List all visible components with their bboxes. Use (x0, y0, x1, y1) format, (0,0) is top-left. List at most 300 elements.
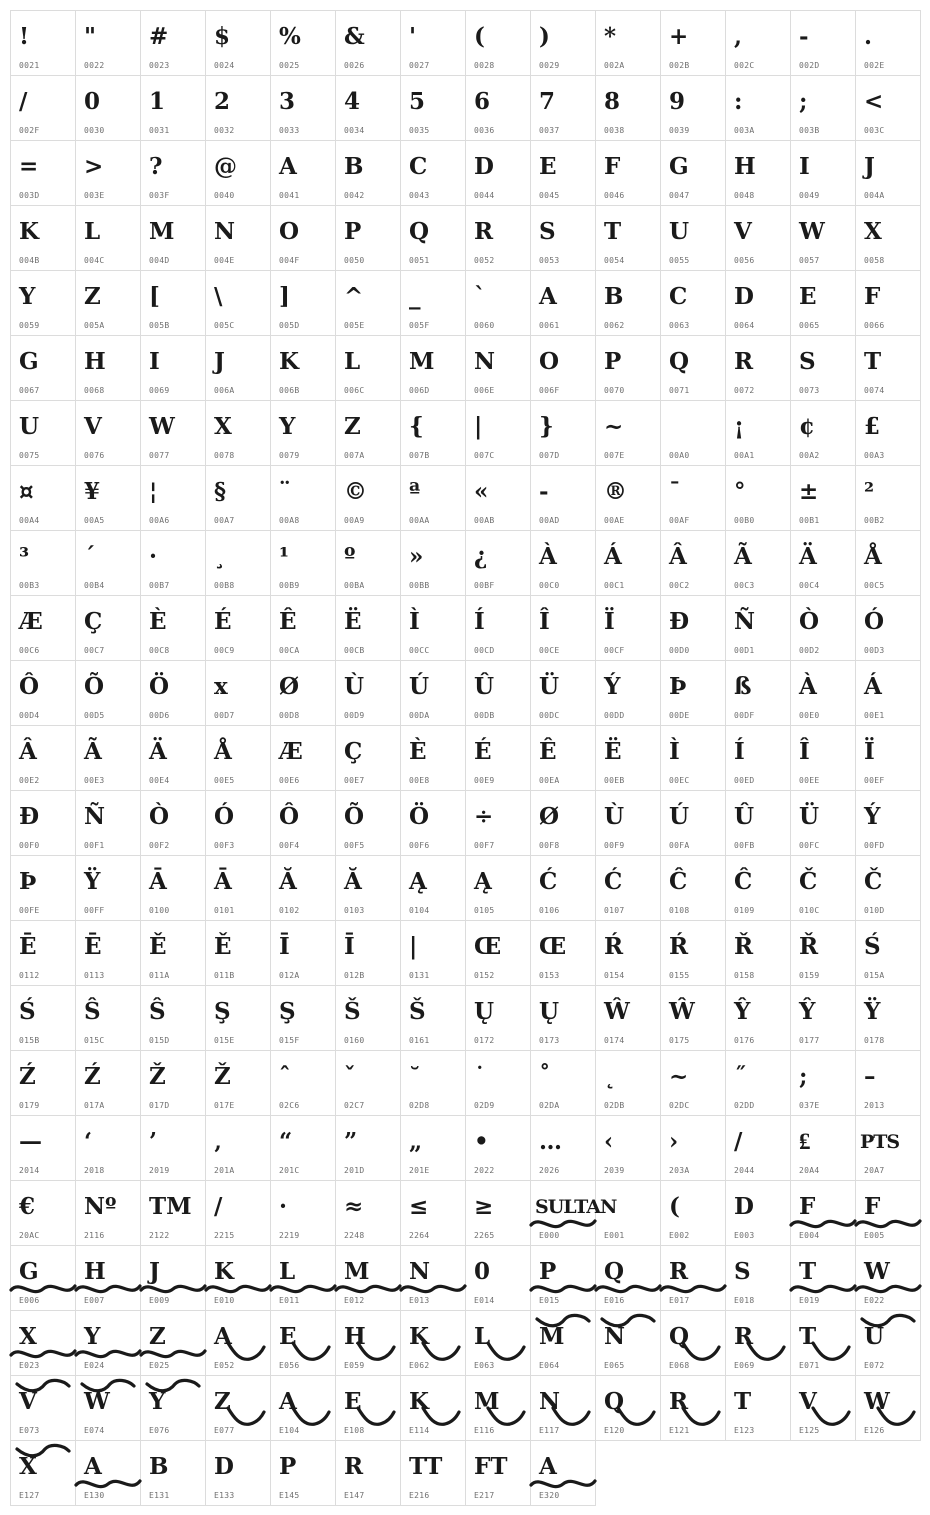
glyph-sample: R (734, 1323, 754, 1350)
glyph-code-label: E000 (539, 1231, 560, 1240)
glyph-code-label: 004F (279, 256, 300, 265)
glyph-cell (336, 531, 401, 596)
glyph-cell (596, 401, 661, 466)
glyph-code-label: E130 (84, 1491, 105, 1500)
glyph-code-label: E108 (344, 1426, 365, 1435)
glyph-code-label: 00FB (734, 841, 755, 850)
glyph-code-label: 002A (604, 61, 625, 70)
glyph-code-label: 0066 (864, 321, 885, 330)
glyph-sample: Ü (539, 673, 560, 700)
glyph-sample: § (214, 478, 227, 505)
glyph-code-label: 0073 (799, 386, 820, 395)
glyph-cell (531, 271, 596, 336)
glyph-sample: R (669, 1388, 689, 1415)
glyph-cell (336, 1246, 401, 1311)
glyph-cell (661, 596, 726, 661)
glyph-cell (466, 1051, 531, 1116)
glyph-cell (791, 76, 856, 141)
glyph-sample: S (799, 348, 816, 375)
glyph-code-label: 00EC (669, 776, 690, 785)
glyph-code-label: 0079 (279, 451, 300, 460)
glyph-sample: ¥ (84, 478, 101, 505)
glyph-code-label: 011B (214, 971, 235, 980)
glyph-sample: ® (604, 478, 627, 505)
glyph-cell (791, 336, 856, 401)
glyph-cell (531, 466, 596, 531)
glyph-cell (336, 141, 401, 206)
glyph-code-label: 00A4 (19, 516, 40, 525)
glyph-code-label: 004B (19, 256, 40, 265)
glyph-sample: Ī (279, 933, 290, 960)
glyph-sample: X (214, 413, 232, 440)
glyph-sample: G (19, 1258, 39, 1285)
glyph-cell (726, 1376, 791, 1441)
glyph-code-label: 2044 (734, 1166, 755, 1175)
glyph-code-label: E074 (84, 1426, 105, 1435)
glyph-sample: B (604, 283, 624, 310)
glyph-code-label: E012 (344, 1296, 365, 1305)
glyph-cell (401, 11, 466, 76)
glyph-cell (206, 271, 271, 336)
glyph-cell (661, 466, 726, 531)
glyph-sample: ‘ (84, 1128, 93, 1155)
glyph-sample: L (344, 348, 361, 375)
glyph-code-label: E001 (604, 1231, 625, 1240)
glyph-code-label: 0049 (799, 191, 820, 200)
glyph-cell (661, 726, 726, 791)
glyph-cell (466, 76, 531, 141)
glyph-code-label: 0177 (799, 1036, 820, 1045)
glyph-code-label: 00C1 (604, 581, 625, 590)
glyph-cell (726, 11, 791, 76)
glyph-cell (76, 1376, 141, 1441)
glyph-cell (401, 271, 466, 336)
glyph-code-label: 02C6 (279, 1101, 300, 1110)
glyph-sample: K (409, 1388, 429, 1415)
glyph-sample: Ŕ (604, 933, 624, 960)
glyph-code-label: 2215 (214, 1231, 235, 1240)
glyph-code-label: 201A (214, 1166, 235, 1175)
glyph-code-label: 20A4 (799, 1166, 820, 1175)
glyph-cell (726, 986, 791, 1051)
glyph-cell (726, 1181, 791, 1246)
glyph-code-label: 0042 (344, 191, 365, 200)
glyph-code-label: E010 (214, 1296, 235, 1305)
glyph-cell (531, 1051, 596, 1116)
glyph-cell (856, 531, 921, 596)
glyph-code-label: 0051 (409, 256, 430, 265)
glyph-sample: É (474, 738, 492, 765)
glyph-cell (141, 531, 206, 596)
glyph-cell (856, 271, 921, 336)
glyph-code-label: 00DF (734, 711, 755, 720)
glyph-sample: Č (864, 868, 883, 895)
glyph-code-label: 00A9 (344, 516, 365, 525)
glyph-code-label: 00F6 (409, 841, 430, 850)
glyph-sample: \ (214, 283, 223, 310)
glyph-sample: ß (734, 673, 752, 700)
glyph-cell (11, 11, 76, 76)
glyph-cell (206, 856, 271, 921)
glyph-cell (791, 531, 856, 596)
glyph-cell (141, 336, 206, 401)
glyph-sample: K (214, 1258, 234, 1285)
glyph-code-label: 00B7 (149, 581, 170, 590)
glyph-sample: “ (279, 1128, 293, 1155)
glyph-code-label: 006C (344, 386, 365, 395)
glyph-code-label: 0041 (279, 191, 300, 200)
glyph-code-label: 00D4 (19, 711, 40, 720)
glyph-sample: ≤ (409, 1193, 429, 1220)
glyph-sample: K (279, 348, 299, 375)
glyph-sample: 2 (214, 88, 231, 115)
glyph-sample: ¿ (474, 543, 488, 570)
glyph-sample: – (864, 1063, 876, 1090)
glyph-code-label: 2265 (474, 1231, 495, 1240)
glyph-cell (726, 76, 791, 141)
glyph-code-label: 2116 (84, 1231, 105, 1240)
glyph-code-label: 007A (344, 451, 365, 460)
glyph-code-label: 00DC (539, 711, 560, 720)
glyph-code-label: 0048 (734, 191, 755, 200)
glyph-code-label: 00E5 (214, 776, 235, 785)
glyph-cell (76, 141, 141, 206)
glyph-cell (336, 1116, 401, 1181)
glyph-cell (271, 206, 336, 271)
glyph-sample: $ (214, 23, 231, 50)
glyph-sample: 5 (409, 88, 426, 115)
glyph-cell (271, 1441, 336, 1506)
glyph-code-label: E121 (669, 1426, 690, 1435)
glyph-cell (661, 206, 726, 271)
glyph-code-label: 00AD (539, 516, 560, 525)
glyph-sample: ª (409, 478, 421, 505)
glyph-code-label: 007D (539, 451, 560, 460)
glyph-code-label: E116 (474, 1426, 495, 1435)
glyph-cell (271, 791, 336, 856)
glyph-code-label: 002B (669, 61, 690, 70)
glyph-code-label: 0052 (474, 256, 495, 265)
glyph-cell (661, 986, 726, 1051)
glyph-code-label: 02DA (539, 1101, 560, 1110)
glyph-cell (856, 1116, 921, 1181)
glyph-sample: J (214, 348, 225, 375)
glyph-cell (271, 856, 336, 921)
glyph-sample: Y (149, 1388, 166, 1415)
glyph-cell (401, 76, 466, 141)
glyph-sample: ; (799, 88, 808, 115)
glyph-code-label: 0109 (734, 906, 755, 915)
glyph-sample: Q (604, 1388, 625, 1415)
glyph-code-label: 00A6 (149, 516, 170, 525)
glyph-sample: ( (474, 23, 485, 50)
glyph-cell (661, 921, 726, 986)
glyph-sample: B (344, 153, 364, 180)
glyph-cell (76, 11, 141, 76)
glyph-cell (271, 336, 336, 401)
glyph-cell (76, 1116, 141, 1181)
glyph-code-label: 00BA (344, 581, 365, 590)
glyph-sample: Ú (669, 803, 690, 830)
glyph-cell (271, 1376, 336, 1441)
glyph-cell (271, 921, 336, 986)
glyph-code-label: 0152 (474, 971, 495, 980)
glyph-cell (76, 336, 141, 401)
glyph-cell (76, 726, 141, 791)
glyph-cell (141, 466, 206, 531)
glyph-sample: Ĉ (734, 868, 753, 895)
glyph-sample: F (864, 283, 881, 310)
glyph-cell (271, 531, 336, 596)
glyph-code-label: 201D (344, 1166, 365, 1175)
glyph-code-label: 003F (149, 191, 170, 200)
glyph-sample: £ (864, 413, 881, 440)
glyph-sample: Ā (214, 868, 232, 895)
glyph-cell (11, 1311, 76, 1376)
glyph-cell (141, 401, 206, 466)
glyph-sample: T (799, 1323, 817, 1350)
glyph-code-label: 00CB (344, 646, 365, 655)
glyph-code-label: 00B1 (799, 516, 820, 525)
glyph-sample: R (474, 218, 494, 245)
glyph-code-label: E056 (279, 1361, 300, 1370)
glyph-code-label: 00EA (539, 776, 560, 785)
glyph-sample: Z (84, 283, 101, 310)
glyph-cell (596, 726, 661, 791)
glyph-sample: Ŵ (604, 998, 630, 1025)
glyph-sample: ˆ (279, 1063, 291, 1090)
glyph-sample: Œ (474, 933, 502, 960)
glyph-code-label: 00F3 (214, 841, 235, 850)
glyph-code-label: 2039 (604, 1166, 625, 1175)
glyph-cell (531, 336, 596, 401)
glyph-code-label: 00FF (84, 906, 105, 915)
glyph-sample: A (84, 1453, 102, 1480)
glyph-code-label: 00D9 (344, 711, 365, 720)
glyph-code-label: 006E (474, 386, 495, 395)
glyph-sample: A (539, 1453, 557, 1480)
glyph-cell (726, 271, 791, 336)
glyph-sample: • (474, 1128, 489, 1155)
glyph-code-label: 0056 (734, 256, 755, 265)
glyph-sample: Ž (214, 1063, 231, 1090)
glyph-sample: Ē (19, 933, 37, 960)
glyph-sample: ˚ (539, 1063, 551, 1090)
glyph-sample: L (474, 1323, 491, 1350)
glyph-code-label: 20AC (19, 1231, 40, 1240)
glyph-code-label: 0037 (539, 126, 560, 135)
glyph-code-label: E320 (539, 1491, 560, 1500)
glyph-sample: E (799, 283, 817, 310)
glyph-code-label: E014 (474, 1296, 495, 1305)
glyph-sample: Ò (149, 803, 170, 830)
glyph-code-label: 2219 (279, 1231, 300, 1240)
glyph-sample: Ô (279, 803, 300, 830)
glyph-code-label: E068 (669, 1361, 690, 1370)
glyph-code-label: E052 (214, 1361, 235, 1370)
glyph-code-label: 00A3 (864, 451, 885, 460)
glyph-cell (11, 1441, 76, 1506)
glyph-code-label: E125 (799, 1426, 820, 1435)
glyph-cell (11, 336, 76, 401)
glyph-code-label: 002D (799, 61, 820, 70)
glyph-cell (726, 596, 791, 661)
glyph-code-label: 002E (864, 61, 885, 70)
glyph-sample: Œ (539, 933, 567, 960)
glyph-cell (336, 1051, 401, 1116)
glyph-sample: Q (669, 1323, 690, 1350)
glyph-cell (401, 1376, 466, 1441)
glyph-cell (466, 921, 531, 986)
glyph-code-label: 00E2 (19, 776, 40, 785)
glyph-code-label: 00D2 (799, 646, 820, 655)
glyph-cell (726, 1246, 791, 1311)
glyph-sample: È (149, 608, 167, 635)
glyph-sample: N (604, 1323, 626, 1350)
glyph-code-label: 0023 (149, 61, 170, 70)
glyph-sample: S (734, 1258, 751, 1285)
glyph-cell (76, 206, 141, 271)
glyph-sample: N (539, 1388, 561, 1415)
glyph-sample: M (539, 1323, 565, 1350)
glyph-sample: D (734, 1193, 754, 1220)
glyph-code-label: 003D (19, 191, 40, 200)
glyph-sample: ´ (84, 543, 96, 570)
glyph-cell (141, 206, 206, 271)
glyph-sample: ² (864, 478, 875, 505)
glyph-code-label: 00DA (409, 711, 430, 720)
glyph-code-label: 004E (214, 256, 235, 265)
glyph-sample: K (19, 218, 39, 245)
glyph-cell (76, 986, 141, 1051)
glyph-sample: R (669, 1258, 689, 1285)
glyph-code-label: 0103 (344, 906, 365, 915)
glyph-code-label: 037E (799, 1101, 820, 1110)
glyph-code-label: E015 (539, 1296, 560, 1305)
glyph-cell (596, 466, 661, 531)
glyph-sample: Ŕ (669, 933, 689, 960)
glyph-code-label: 0159 (799, 971, 820, 980)
glyph-code-label: 00D6 (149, 711, 170, 720)
glyph-code-label: 00E4 (149, 776, 170, 785)
glyph-cell (531, 856, 596, 921)
glyph-sample: ¤ (19, 478, 34, 505)
glyph-code-label: 00D1 (734, 646, 755, 655)
glyph-cell (141, 791, 206, 856)
glyph-code-label: 0044 (474, 191, 495, 200)
glyph-sample: # (149, 23, 169, 50)
glyph-code-label: 00CD (474, 646, 495, 655)
glyph-code-label: 00A2 (799, 451, 820, 460)
glyph-cell (531, 726, 596, 791)
glyph-sample: Ă (344, 868, 362, 895)
glyph-cell (531, 141, 596, 206)
glyph-code-label: 0106 (539, 906, 560, 915)
glyph-cell (336, 856, 401, 921)
glyph-cell (531, 1441, 596, 1506)
glyph-sample: Ï (604, 608, 615, 635)
glyph-sample: ! (19, 23, 30, 50)
glyph-code-label: 0102 (279, 906, 300, 915)
glyph-cell (531, 791, 596, 856)
glyph-cell (531, 76, 596, 141)
glyph-code-label: 0179 (19, 1101, 40, 1110)
glyph-sample: * (604, 23, 617, 50)
glyph-cell (76, 271, 141, 336)
glyph-cell (76, 1441, 141, 1506)
glyph-sample: Â (19, 738, 37, 765)
glyph-code-label: 00BB (409, 581, 430, 590)
glyph-code-label: 00F2 (149, 841, 170, 850)
glyph-sample: Ç (84, 608, 103, 635)
glyph-cell (596, 76, 661, 141)
glyph-code-label: 00E3 (84, 776, 105, 785)
glyph-sample: Ě (149, 933, 167, 960)
glyph-code-label: 02DB (604, 1101, 625, 1110)
glyph-cell (206, 336, 271, 401)
glyph-sample: Ü (799, 803, 820, 830)
glyph-cell (791, 206, 856, 271)
glyph-cell (141, 141, 206, 206)
glyph-sample: ^ (344, 283, 364, 310)
glyph-cell (791, 11, 856, 76)
glyph-code-label: 00D8 (279, 711, 300, 720)
glyph-code-label: 017D (149, 1101, 170, 1110)
glyph-sample: V (19, 1388, 37, 1415)
glyph-code-label: E019 (799, 1296, 820, 1305)
glyph-cell (401, 661, 466, 726)
glyph-code-label: 012A (279, 971, 300, 980)
glyph-cell (596, 206, 661, 271)
glyph-code-label: 00C4 (799, 581, 820, 590)
glyph-code-label: 2022 (474, 1166, 495, 1175)
glyph-cell (206, 141, 271, 206)
glyph-code-label: 20A7 (864, 1166, 885, 1175)
glyph-code-label: 004D (149, 256, 170, 265)
glyph-cell (661, 271, 726, 336)
glyph-cell (791, 466, 856, 531)
glyph-sample: Đ (19, 803, 40, 830)
glyph-code-label: 00C0 (539, 581, 560, 590)
glyph-code-label: 0028 (474, 61, 495, 70)
glyph-cell (336, 271, 401, 336)
glyph-sample: Ž (149, 1063, 166, 1090)
glyph-sample: C (409, 153, 428, 180)
glyph-cell (336, 986, 401, 1051)
glyph-sample: Ŝ (149, 998, 166, 1025)
glyph-sample: Ý (864, 803, 881, 830)
glyph-code-label: 0025 (279, 61, 300, 70)
glyph-code-label: 00A1 (734, 451, 755, 460)
glyph-sample: @ (214, 153, 237, 180)
glyph-sample: M (409, 348, 435, 375)
glyph-code-label: 00BF (474, 581, 495, 590)
glyph-sample: Æ (19, 608, 43, 635)
glyph-code-label: 00E7 (344, 776, 365, 785)
glyph-code-label: 0050 (344, 256, 365, 265)
glyph-cell (466, 401, 531, 466)
glyph-cell (76, 661, 141, 726)
glyph-code-label: 00A0 (669, 451, 690, 460)
glyph-sample: À (539, 543, 557, 570)
glyph-sample: Ř (799, 933, 819, 960)
glyph-cell (141, 1376, 206, 1441)
glyph-code-label: 2248 (344, 1231, 365, 1240)
glyph-sample: ≈ (344, 1193, 364, 1220)
glyph-sample: ˘ (409, 1063, 421, 1090)
glyph-cell (401, 1441, 466, 1506)
glyph-cell (596, 141, 661, 206)
